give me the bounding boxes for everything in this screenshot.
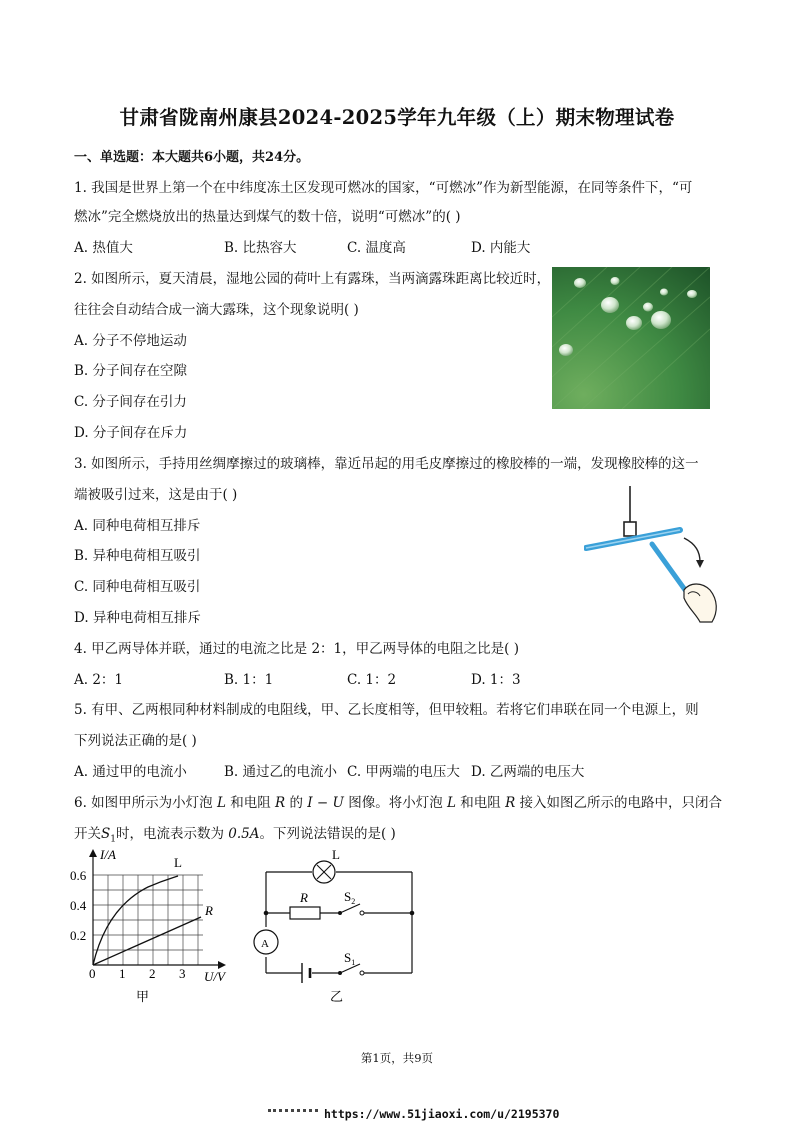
watermark-url: https://www.51jiaoxi.com/u/2195370 xyxy=(324,1107,560,1121)
lotus-leaf-dewdrops-image xyxy=(552,267,710,409)
q6-line2: 开关$S_1$时，电流表示数为 0.5A。下列说法错误的是( ) xyxy=(74,826,396,845)
circuit-diagram-figure xyxy=(250,845,430,1005)
q2-option-a: A. 分子不停地运动 xyxy=(74,333,187,349)
exam-title: 甘肃省陇南州康县2024-2025学年九年级（上）期末物理试卷 xyxy=(119,106,675,129)
page-footer: 第1页，共9页 xyxy=(360,1051,434,1065)
q6-line1: 6. 如图甲所示为小灯泡 L 和电阻 R 的 I − U 图像。将小灯泡 L 和电阻 R 接入如图乙所示的电路中，只闭合 xyxy=(74,795,723,811)
q2-option-b: B. 分子间存在空隙 xyxy=(74,363,188,379)
q3-line1: 3. 如图所示，手持用丝绸摩擦过的玻璃棒，靠近吊起的用毛皮摩擦过的橡胶棒的一端，发现橡胶棒的这一 xyxy=(74,456,699,472)
q1-line1: 1. 我国是世界上第一个在中纬度冻土区发现可燃冰的国家，“可燃冰”作为新型能源，在同等条件下，“可 xyxy=(74,180,693,196)
graph-xtick-2: 2 xyxy=(149,966,156,981)
graph-xtick-1: 1 xyxy=(119,966,126,981)
q5-option-d: D. 乙两端的电压大 xyxy=(471,764,585,780)
curve-r-label: R xyxy=(205,903,213,918)
curve-l-label: L xyxy=(174,855,182,870)
q1-option-b: B. 比热容大 xyxy=(224,240,297,256)
q4-option-b: B. 1：1 xyxy=(224,672,274,688)
q5-option-b: B. 通过乙的电流小 xyxy=(224,764,338,780)
resistor-label: R xyxy=(300,890,308,905)
q5-line1: 5. 有甲、乙两根同种材料制成的电阻线，甲、乙长度相等，但甲较粗。若将它们串联在同一个电源上，则 xyxy=(74,702,699,718)
iu-graph-figure xyxy=(68,845,238,1005)
graph-x-axis-label: U/V xyxy=(204,969,225,984)
q2-option-d: D. 分子间存在斥力 xyxy=(74,425,188,441)
q3-option-b: B. 异种电荷相互吸引 xyxy=(74,548,201,564)
graph-y-axis-label: I/A xyxy=(100,847,116,862)
graph-xtick-0: 0 xyxy=(89,966,96,981)
graph-xtick-3: 3 xyxy=(179,966,186,981)
q4-option-d: D. 1：3 xyxy=(471,672,521,688)
q3-option-a: A. 同种电荷相互排斥 xyxy=(74,518,201,534)
section-heading: 一、单选题：本大题共6小题，共24分。 xyxy=(74,150,310,165)
q1-option-d: D. 内能大 xyxy=(471,240,531,256)
q1-option-a: A. 热值大 xyxy=(74,240,133,256)
q2-line2: 往往会自动结合成一滴大露珠，这个现象说明( ) xyxy=(74,302,359,318)
figure-yi-caption: 乙 xyxy=(330,989,344,1004)
q3-option-c: C. 同种电荷相互吸引 xyxy=(74,579,201,595)
q3-option-d: D. 异种电荷相互排斥 xyxy=(74,610,201,626)
q2-line1: 2. 如图所示，夏天清晨，湿地公园的荷叶上有露珠，当两滴露珠距离比较近时， xyxy=(74,271,551,287)
watermark-logo-icon xyxy=(268,1109,318,1121)
graph-ytick-0.2: 0.2 xyxy=(70,928,87,943)
rod-attraction-figure xyxy=(584,486,730,626)
figure-jia-caption: 甲 xyxy=(136,989,150,1004)
watermark[interactable] xyxy=(268,1107,559,1121)
graph-ytick-0.6: 0.6 xyxy=(70,868,87,883)
switch-s1-label: $S_1$ xyxy=(344,950,356,967)
q3-line2: 端被吸引过来，这是由于( ) xyxy=(74,487,238,503)
graph-ytick-0.4: 0.4 xyxy=(70,898,87,913)
q5-option-c: C. 甲两端的电压大 xyxy=(347,764,460,780)
q4-line1: 4. 甲乙两导体并联，通过的电流之比是 2：1，甲乙两导体的电阻之比是( ) xyxy=(74,641,519,657)
ammeter-label: A xyxy=(261,938,269,950)
q4-option-a: A. 2：1 xyxy=(74,672,124,688)
q4-option-c: C. 1：2 xyxy=(347,672,397,688)
q5-line2: 下列说法正确的是( ) xyxy=(74,733,197,749)
q5-option-a: A. 通过甲的电流小 xyxy=(74,764,187,780)
q1-option-c: C. 温度高 xyxy=(347,240,406,256)
lamp-label: L xyxy=(332,847,340,862)
q1-line2: 燃冰”完全燃烧放出的热量达到煤气的数十倍，说明“可燃冰”的( ) xyxy=(74,209,461,225)
switch-s2-label: $S_2$ xyxy=(344,889,356,906)
q2-option-c: C. 分子间存在引力 xyxy=(74,394,187,410)
